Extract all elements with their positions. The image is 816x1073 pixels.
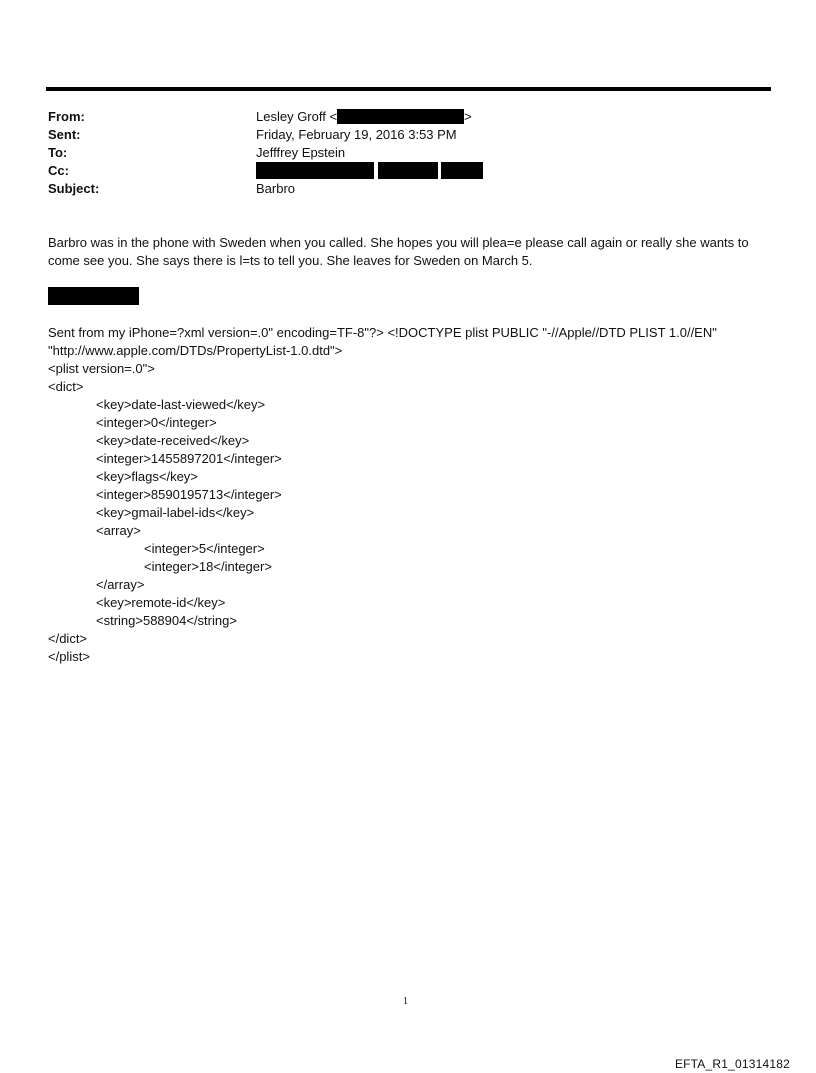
plist-line: </dict> [48,631,88,646]
plist-line: </array> [96,577,145,592]
page-number: 1 [403,996,408,1007]
from-name: Lesley Groff < [256,109,338,124]
from-close: > [464,109,472,124]
plist-line: <integer>0</integer> [96,415,217,430]
redaction-box [48,287,139,305]
plist-line: <integer>8590195713</integer> [96,487,282,502]
plist-line: <key>gmail-label-ids</key> [96,505,255,520]
message-body-line: Barbro was in the phone with Sweden when you called. She hopes you will plea=e please call again or really she wants to [48,235,749,250]
redaction-box [378,162,438,179]
plist-line: <key>flags</key> [96,469,198,484]
sent-label: Sent: [48,127,81,142]
to-value: Jefffrey Epstein [256,145,346,160]
plist-line: <integer>18</integer> [144,559,272,574]
header-rule [46,87,771,91]
cc-label: Cc: [48,163,69,178]
plist-line: <string>588904</string> [96,613,237,628]
plist-line: </plist> [48,649,90,664]
plist-line: <key>remote-id</key> [96,595,226,610]
bates-number: EFTA_R1_01314182 [674,1057,790,1071]
sent-value: Friday, February 19, 2016 3:53 PM [256,127,457,142]
plist-line: <dict> [48,379,84,394]
sent-from-line: Sent from my iPhone=?xml version=.0" encoding=TF-8"?> <!DOCTYPE plist PUBLIC "-//Apple//DTD PLIST 1.0//EN" [48,325,717,340]
cc-value [256,162,483,181]
plist-line: <integer>5</integer> [144,541,265,556]
redaction-box [441,162,483,179]
subject-label: Subject: [48,181,100,196]
plist-line: <key>date-last-viewed</key> [96,397,266,412]
dtd-url-line: "http://www.apple.com/DTDs/PropertyList-1.0.dtd"> [48,343,343,358]
message-body-line: come see you. She says there is l=ts to tell you. She leaves for Sweden on March 5. [48,253,533,268]
from-label: From: [48,109,85,124]
plist-line: <plist version=.0"> [48,361,155,376]
from-value [256,108,472,126]
redaction-box [337,109,464,124]
plist-line: <key>date-received</key> [96,433,250,448]
plist-line: <array> [96,523,141,538]
to-label: To: [48,145,68,160]
redaction-box [256,162,374,179]
subject-value: Barbro [256,181,296,196]
plist-line: <integer>1455897201</integer> [96,451,282,466]
